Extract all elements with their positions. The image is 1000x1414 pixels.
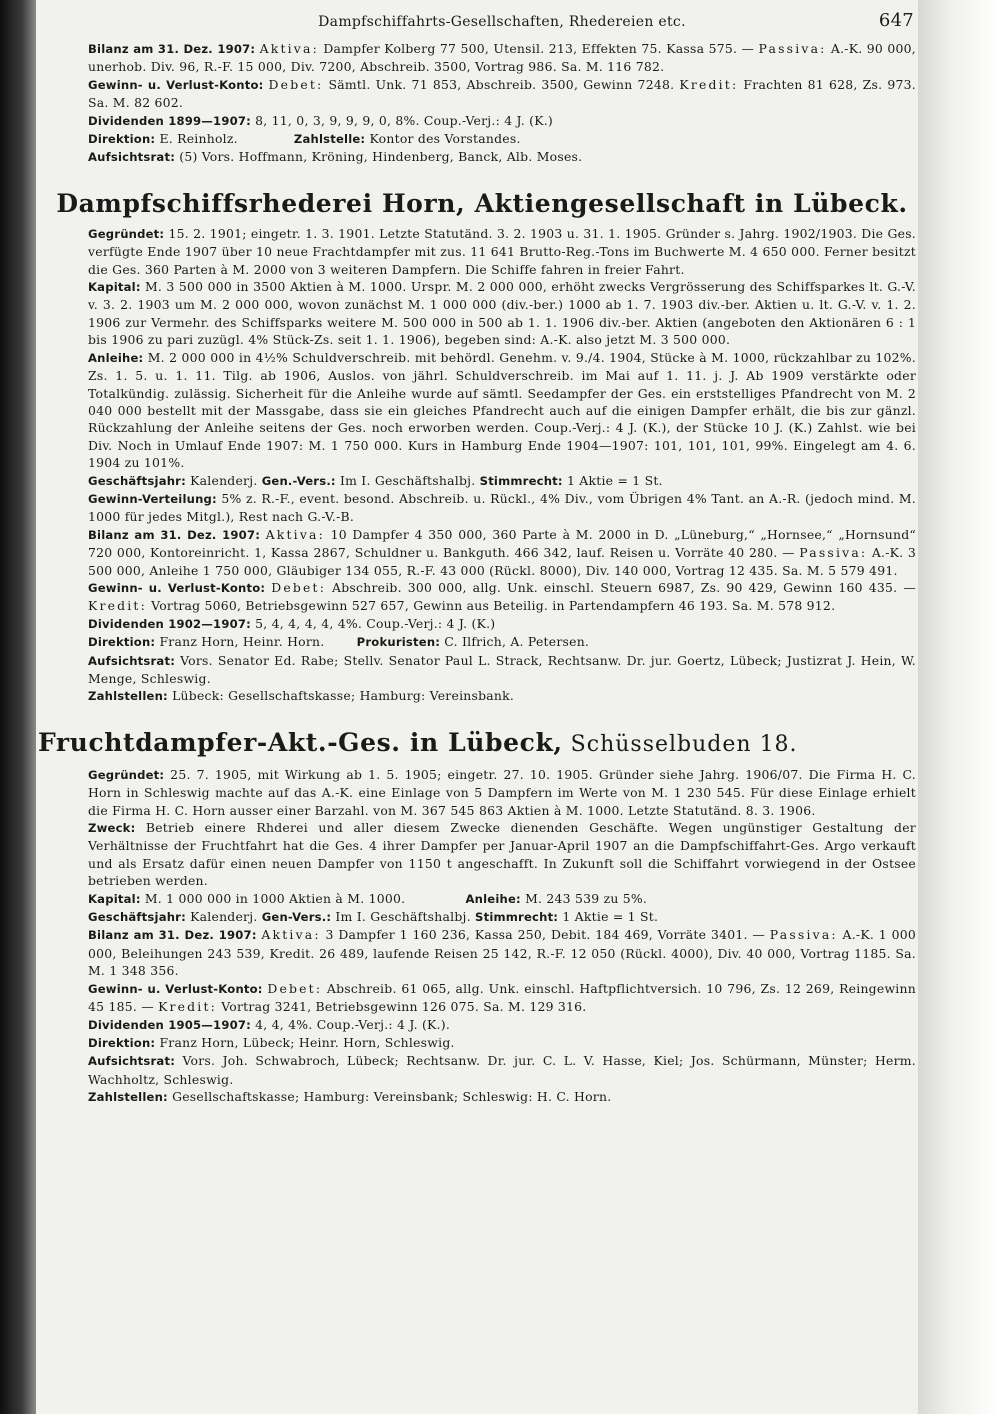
profit-loss-label: Gewinn- u. Verlust-Konto: <box>88 580 266 595</box>
authorized-officers-label: Prokuristen: <box>356 635 441 650</box>
page-number: 647 <box>878 10 914 31</box>
supervisory-board-text: Vors. Joh. Schwabroch, Lübeck; Rechtsanw. Dr. jur. C. L. V. Hasse, Kiel; Jos. Schürmann, Münster; Herm. Wachholtz, Schleswig. <box>88 1053 916 1087</box>
profit-distribution-label: Gewinn-Verteilung: <box>88 491 217 506</box>
profit-loss-label: Gewinn- u. Verlust-Konto: <box>88 77 264 92</box>
management-paragraph <box>88 1034 916 1052</box>
supervisory-board-label: Aufsichtsrat: <box>88 1054 176 1069</box>
management-label: Direktion: <box>88 1035 156 1050</box>
company-name: Fruchtdampfer-Akt.-Ges. in Lübeck, <box>38 727 563 757</box>
credit-label: Kredit: <box>88 598 147 614</box>
loan-label: Anleihe: <box>88 350 144 365</box>
balance-sheet-paragraph <box>88 526 916 579</box>
liabilities-text: A.-K. 1 000 000, Beleihungen 243 539, Kredit. 26 489, laufende Reisen 25 142, R.-F. 12 050 (Rückl. 4000), Div. 40 000, Vortrag 1185. Sa. M. 1 348 356. <box>88 927 916 979</box>
profit-loss-label: Gewinn- u. Verlust-Konto: <box>88 981 263 996</box>
balance-sheet-paragraph <box>88 40 916 76</box>
capital-text: M. 1 000 000 in 1000 Aktien à M. 1000. <box>140 890 410 906</box>
liabilities-text: A.-K. 90 000, unerhob. Div. 96, R.-F. 15 000, Div. 7200, Abschreib. 3500, Vortrag 986. Sa. M. 116 782. <box>88 41 916 75</box>
paying-agents-text: Gesellschaftskasse; Hamburg: Vereinsbank; Schleswig: H. C. Horn. <box>167 1089 612 1105</box>
supervisory-board-label: Aufsichtsrat: <box>88 653 176 668</box>
management-text: Franz Horn, Lübeck; Heinr. Horn, Schleswig. <box>155 1034 455 1050</box>
supervisory-board-paragraph <box>88 652 916 688</box>
general-meeting-text: Im I. Geschäftshalbj. <box>335 472 480 488</box>
scan-right-margin <box>918 0 1000 1414</box>
liabilities-label: Passiva: <box>769 927 838 943</box>
management-label: Direktion: <box>88 635 156 650</box>
founded-paragraph <box>88 225 916 278</box>
assets-label: Aktiva: <box>261 927 321 943</box>
debit-label: Debet: <box>267 980 323 996</box>
fiscal-year-text: Kalenderj. <box>185 909 262 925</box>
profit-distribution-paragraph <box>88 490 916 526</box>
paying-agents-label: Zahlstellen: <box>88 1090 168 1105</box>
balance-sheet-label: Bilanz am 31. Dez. 1907: <box>88 527 261 542</box>
company-entry-fruchtdampfer <box>38 727 916 1107</box>
fiscal-year-label: Geschäftsjahr: <box>88 910 186 925</box>
voting-right-text: 1 Aktie = 1 St. <box>558 909 659 925</box>
dividends-label: Dividenden 1902—1907: <box>88 616 251 631</box>
company-title: Dampfschiffsrhederei Horn, Aktiengesellschaft in Lübeck. <box>56 188 908 218</box>
fiscal-year-text: Kalenderj. <box>185 472 262 488</box>
capital-paragraph <box>88 278 916 349</box>
paying-agents-paragraph <box>88 1088 916 1106</box>
assets-text: 3 Dampfer 1 160 236, Kassa 250, Debit. 184 469, Vorräte 3401. — <box>320 927 770 943</box>
founded-paragraph <box>88 766 916 819</box>
fiscal-year-label: Geschäftsjahr: <box>88 473 186 488</box>
running-header <box>88 8 916 40</box>
founded-label: Gegründet: <box>88 226 165 241</box>
running-title: Dampfschiffahrts-Gesellschaften, Rhedereien etc. <box>318 14 686 30</box>
profit-distribution-text: 5% z. R.-F., event. besond. Abschreib. u. Rückl., 4% Div., vom Übrigen 4% Tant. an A.-R. (jedoch mind. M. 1000 für jedes Mitgl.), Rest nach G.-V.-B. <box>88 490 916 525</box>
general-meeting-text: Im I. Geschäftshalbj. <box>331 909 476 925</box>
profit-loss-paragraph <box>88 980 916 1016</box>
fiscal-year-paragraph <box>88 908 916 926</box>
founded-label: Gegründet: <box>88 767 165 782</box>
dividends-text: 8, 11, 0, 3, 9, 9, 9, 0, 8%. Coup.-Verj.: 4 J. (K.) <box>250 112 554 128</box>
management-paragraph <box>88 633 916 651</box>
supervisory-board-label: Aufsichtsrat: <box>88 150 176 165</box>
dividends-paragraph <box>88 112 916 130</box>
supervisory-board-paragraph <box>88 1052 916 1088</box>
dividends-text: 4, 4, 4%. Coup.-Verj.: 4 J. (K.). <box>250 1016 451 1032</box>
document-page <box>36 0 918 1414</box>
authorized-officers-text: C. Ilfrich, A. Petersen. <box>440 634 590 650</box>
voting-right-label: Stimmrecht: <box>479 473 563 488</box>
general-meeting-label: Gen-Vers.: <box>261 910 332 925</box>
dividends-label: Dividenden 1905—1907: <box>88 1017 251 1032</box>
debit-text: Abschreib. 300 000, allg. Unk. einschl. Steuern 6987, Zs. 90 429, Gewinn 160 435. — <box>326 579 916 595</box>
paying-agent-text: Kontor des Vorstandes. <box>365 131 521 147</box>
paying-agents-paragraph <box>88 687 916 705</box>
page-content <box>38 8 916 1107</box>
capital-paragraph <box>88 890 916 908</box>
loan-text: M. 2 000 000 in 4½% Schuldverschreib. mit behördl. Genehm. v. 9./4. 1904, Stücke à M. 1000, rückzahlbar zu 102%. Zs. 1. 5. u. 1. 11. Tilg. ab 1906, Auslos. von jährl. Schuldverschreib. im Mai auf 1. 11. j. J. Ab 1909 verstärkte oder Totalkündig. zulässig. Sicherheit für die Anleihe wurde auf sämtl. Seedampfer der Ges. ein erststelliges Pfandrecht von M. 2 040 000 bestellt mit der Massgabe, dass sie ein gleiches Pfandrecht auch auf die einigen Dampfer erhält, die bis zur gänzl. Rückzahlung der Anleihe seitens der Ges. noch erworben werden. Coup.-Verj.: 4 J. (K.), der Stücke 10 J. (K.) Zahlst. wie bei Div. Noch in Umlauf Ende 1907: M. 1 750 000. Kurs in Hamburg Ende 1904—1907: 101, 101, 101, 99%. Eingelegt am 4. 6. 1904 zu 101%. <box>88 349 916 471</box>
capital-text: M. 3 500 000 in 3500 Aktien à M. 1000. Urspr. M. 2 000 000, erhöht zwecks Vergrösserung des Schiffsparkes lt. G.-V. v. 3. 2. 1903 um M. 2 000 000, wovon zunächst M. 1 000 000 (div.-ber.) 1000 ab 1. 7. 1903 div.-ber. Aktien u. lt. G.-V. v. 1. 2. 1906 zur Vermehr. des Schiffsparks weitere M. 500 000 in 500 ab 1. 1. 1906 div.-ber. Aktien (angeboten den Aktionären 6 : 1 bis 1906 zu pari zuzügl. 4% Stück-Zs. seit 1. 1. 1906), begeben sind: A.-K. also jetzt M. 3 500 000. <box>88 279 916 348</box>
company-entry-previous <box>88 40 916 167</box>
balance-sheet-paragraph <box>88 926 916 979</box>
balance-sheet-label: Bilanz am 31. Dez. 1907: <box>88 928 257 943</box>
profit-loss-paragraph <box>88 76 916 112</box>
company-entry-horn <box>56 188 916 706</box>
assets-label: Aktiva: <box>265 526 326 542</box>
dividends-paragraph <box>88 1016 916 1034</box>
profit-loss-paragraph <box>88 579 916 615</box>
assets-text: Dampfer Kolberg 77 500, Utensil. 213, Effekten 75. Kassa 575. — <box>318 41 759 56</box>
purpose-label: Zweck: <box>88 821 136 836</box>
general-meeting-label: Gen.-Vers.: <box>261 473 336 488</box>
management-paragraph <box>88 130 916 148</box>
management-label: Direktion: <box>88 132 156 147</box>
debit-label: Debet: <box>268 76 324 92</box>
dividends-label: Dividenden 1899—1907: <box>88 113 251 128</box>
supervisory-board-paragraph <box>88 148 916 166</box>
company-title <box>38 728 916 760</box>
assets-text: 10 Dampfer 4 350 000, 360 Parte à M. 2000 in D. „Lüneburg,“ „Hornsee,“ „Hornsund“ 720 000, Kontoreinricht. 1, Kassa 2867, Schuldner u. Bankguth. 466 342, lauf. Reisen u. Vorräte 40 280. — <box>88 526 916 561</box>
loan-paragraph <box>88 349 916 472</box>
balance-sheet-label: Bilanz am 31. Dez. 1907: <box>88 42 256 56</box>
founded-text: 25. 7. 1905, mit Wirkung ab 1. 5. 1905; eingetr. 27. 10. 1905. Gründer siehe Jahrg. 1906/07. Die Firma H. C. Horn in Schleswig machte auf das A.-K. eine Einlage von 5 Dampfern im Werte von M. 1 230 545. Für diese Einlage erhielt die Firma H. C. Horn ausser einer Barzahl. von M. 367 545 863 Aktien à M. 1000. Letzte Statutänd. 8. 3. 1906. <box>88 766 916 818</box>
paying-agents-label: Zahlstellen: <box>88 689 168 704</box>
management-text: Franz Horn, Heinr. Horn. <box>155 634 329 650</box>
founded-text: 15. 2. 1901; eingetr. 1. 3. 1901. Letzte Statutänd. 3. 2. 1903 u. 31. 1. 1905. Gründer s. Jahrg. 1902/1903. Die Ges. verfügte Ende 1907 über 10 neue Frachtdampfer mit zus. 11 641 Brutto-Reg.-Tons im Buchwerte M. 4 650 000. Ferner besitzt die Ges. 360 Parten à M. 2000 von 3 weiteren Dampfern. Die Schiffe fahren in freier Fahrt. <box>88 225 916 277</box>
credit-text: Vortrag 5060, Betriebsgewinn 527 657, Gewinn aus Beteilig. in Partendampfern 46 193. Sa. M. 578 912. <box>146 598 836 614</box>
scan-left-edge <box>0 0 36 1414</box>
loan-text: M. 243 539 zu 5%. <box>520 890 648 906</box>
debit-text: Sämtl. Unk. 71 853, Abschreib. 3500, Gewinn 7248. <box>323 76 680 92</box>
capital-label: Kapital: <box>88 280 141 295</box>
purpose-paragraph <box>88 819 916 890</box>
paying-agents-text: Lübeck: Gesellschaftskasse; Hamburg: Vereinsbank. <box>167 688 515 704</box>
paying-agent-label: Zahlstelle: <box>293 132 366 147</box>
credit-text: Vortrag 3241, Betriebsgewinn 126 075. Sa. M. 129 316. <box>217 999 587 1015</box>
management-text: E. Reinholz. <box>155 131 238 147</box>
dividends-text: 5, 4, 4, 4, 4, 4%. Coup.-Verj.: 4 J. (K.) <box>250 615 496 631</box>
liabilities-label: Passiva: <box>758 41 827 56</box>
capital-label: Kapital: <box>88 891 141 906</box>
supervisory-board-text: Vors. Senator Ed. Rabe; Stellv. Senator Paul L. Strack, Rechtsanw. Dr. jur. Goertz, Lübeck; Justizrat J. Hein, W. Menge, Schleswig. <box>88 652 916 686</box>
debit-label: Debet: <box>271 579 327 595</box>
credit-label: Kredit: <box>158 999 218 1015</box>
assets-label: Aktiva: <box>259 41 319 56</box>
purpose-text: Betrieb einere Rhderei und aller diesem Zwecke dienenden Geschäfte. Wegen ungünstiger Gestaltung der Verhältnisse der Fruchtfahrt hat die Ges. 4 ihrer Dampfer per Januar-April 1907 an die Dampfschiffahrt-Ges. Argo verkauft und als Ersatz dafür einen neuen Dampfer von 1150 t angeschafft. In Zukunft soll die Schiffahrt vorwiegend in der Ostsee betrieben werden. <box>88 820 916 889</box>
supervisory-board-text: (5) Vors. Hoffmann, Kröning, Hindenberg, Banck, Alb. Moses. <box>175 149 583 165</box>
voting-right-text: 1 Aktie = 1 St. <box>562 472 663 488</box>
credit-text: Frachten 81 628, Zs. 973. Sa. M. 82 602. <box>88 76 916 111</box>
liabilities-text: A.-K. 3 500 000, Anleihe 1 750 000, Gläubiger 134 055, R.-F. 43 000 (Rückl. 8000), Div. 140 000, Vortrag 12 435. Sa. M. 5 579 491. <box>88 545 916 578</box>
liabilities-label: Passiva: <box>799 545 868 561</box>
debit-text: Abschreib. 61 065, allg. Unk. einschl. Haftpflichtversich. 10 796, Zs. 12 269, Reingewinn 45 185. — <box>88 980 916 1015</box>
dividends-paragraph <box>88 615 916 633</box>
fiscal-year-paragraph <box>88 472 916 490</box>
company-address: Schüsselbuden 18. <box>562 731 798 757</box>
loan-label: Anleihe: <box>465 891 521 906</box>
credit-label: Kredit: <box>679 76 739 92</box>
voting-right-label: Stimmrecht: <box>475 910 559 925</box>
